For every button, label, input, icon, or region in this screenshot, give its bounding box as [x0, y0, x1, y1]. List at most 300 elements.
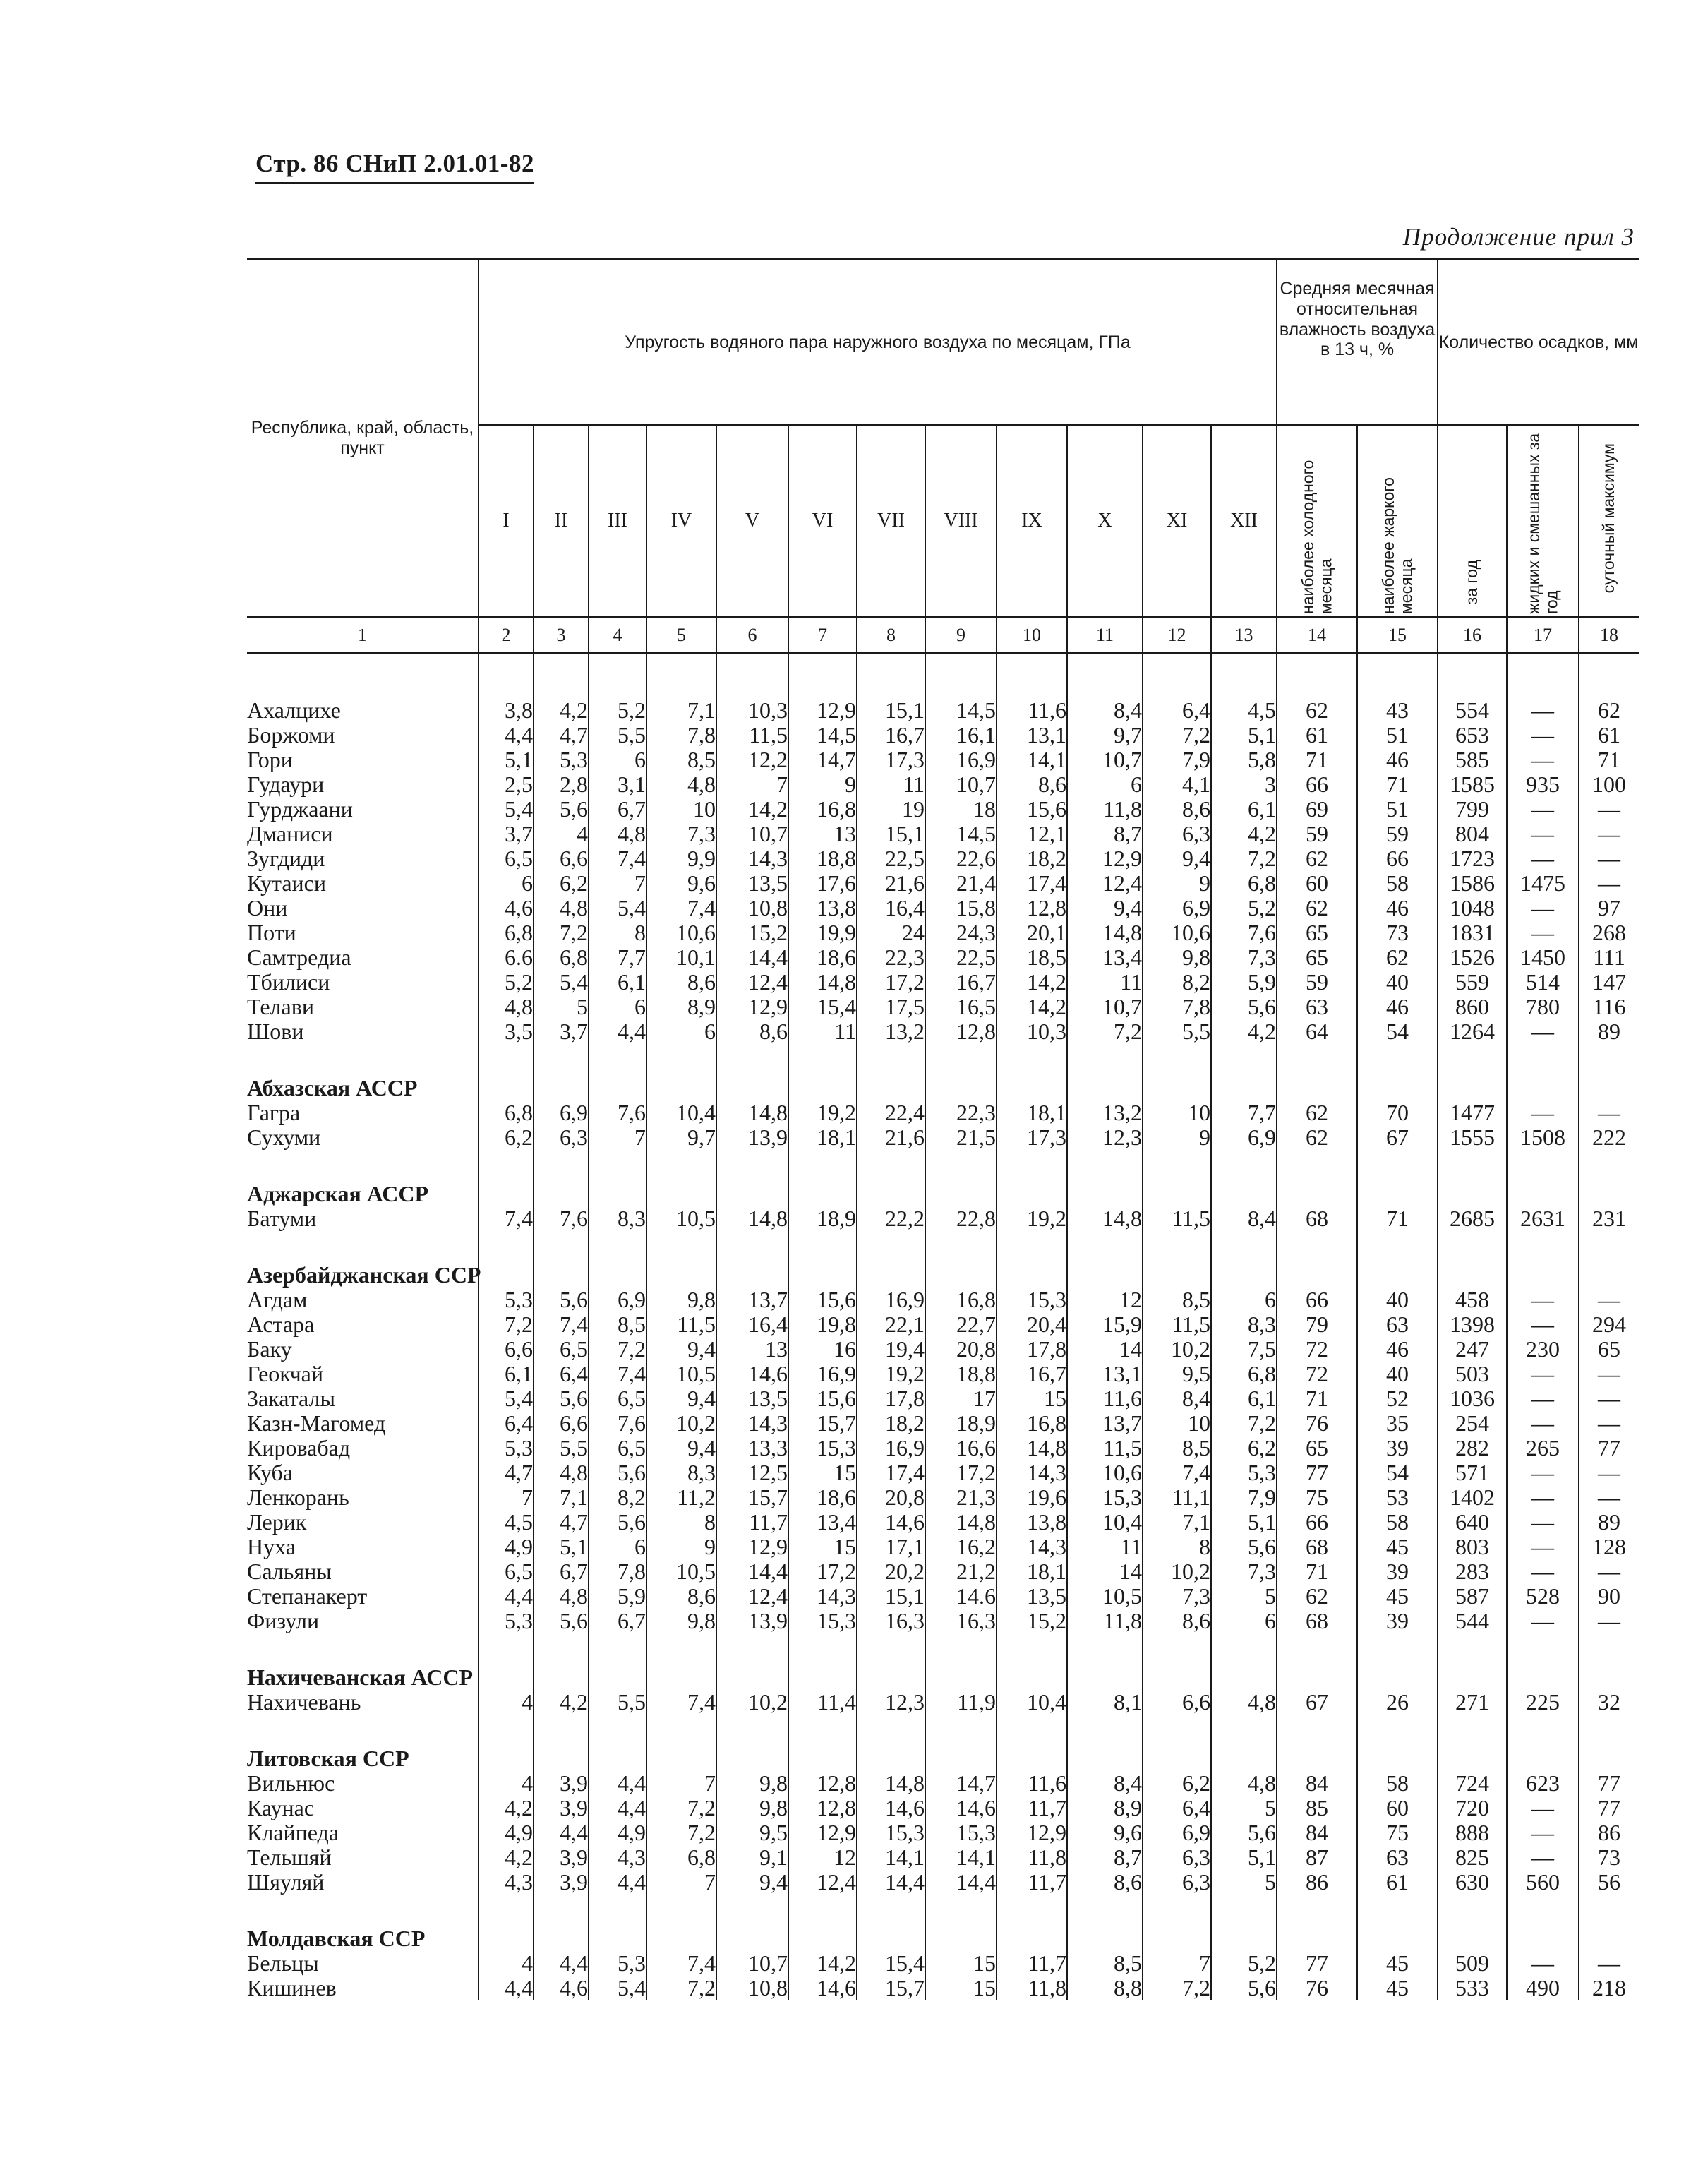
precipitation-cell: —	[1507, 698, 1579, 723]
vapor-pressure-cell: 18	[925, 797, 997, 822]
vapor-pressure-cell: 5,3	[1211, 1460, 1277, 1485]
spacer-cell	[716, 1231, 788, 1262]
vapor-pressure-cell: 12,1	[997, 822, 1067, 846]
vapor-pressure-cell: 4,5	[479, 1510, 534, 1535]
vapor-pressure-cell: 7,2	[479, 1312, 534, 1337]
vapor-pressure-cell: 11,8	[997, 1845, 1067, 1870]
month-header-12: XII	[1211, 425, 1277, 618]
vapor-pressure-cell: 16,6	[925, 1436, 997, 1460]
vapor-pressure-cell: 16,9	[857, 1436, 925, 1460]
vapor-pressure-cell: 7,6	[589, 1411, 646, 1436]
precipitation-cell: —	[1579, 1288, 1639, 1312]
precipitation-cell: 804	[1438, 822, 1507, 846]
vapor-pressure-cell: 5,2	[479, 970, 534, 995]
humidity-cell: 65	[1277, 945, 1357, 970]
vapor-pressure-cell: 8,3	[646, 1460, 716, 1485]
vapor-pressure-cell: 12,3	[1067, 1125, 1143, 1150]
humidity-cell: 63	[1357, 1312, 1438, 1337]
vapor-pressure-cell: 16,9	[925, 748, 997, 772]
vapor-pressure-cell: 4,8	[534, 896, 589, 920]
vapor-pressure-cell: 10,8	[716, 896, 788, 920]
vapor-pressure-cell: 16,3	[925, 1609, 997, 1633]
precipitation-cell: —	[1507, 896, 1579, 920]
empty-cell	[857, 1664, 925, 1690]
vapor-pressure-cell: 7,2	[1211, 1411, 1277, 1436]
month-header-10: X	[1067, 425, 1143, 618]
table-row	[247, 748, 1639, 772]
precipitation-cell: —	[1507, 748, 1579, 772]
precipitation-cell: 587	[1438, 1584, 1507, 1609]
vapor-pressure-cell: 8,6	[997, 772, 1067, 797]
humidity-cell: 59	[1357, 822, 1438, 846]
precipitation-cell: 1398	[1438, 1312, 1507, 1337]
empty-cell	[857, 1262, 925, 1288]
precipitation-cell: 1036	[1438, 1386, 1507, 1411]
empty-cell	[479, 1664, 534, 1690]
precipitation-cell: —	[1507, 1100, 1579, 1125]
spacer-cell	[857, 1044, 925, 1075]
vapor-pressure-cell: 22,5	[857, 846, 925, 871]
empty-cell	[716, 1746, 788, 1771]
vapor-pressure-cell: 7,8	[646, 723, 716, 748]
spacer-cell	[925, 1715, 997, 1746]
column-number: 8	[857, 618, 925, 654]
vapor-pressure-cell: 5,2	[1211, 1951, 1277, 1976]
empty-cell	[857, 1926, 925, 1951]
spacer-cell	[589, 1633, 646, 1664]
vapor-pressure-cell: 18,2	[997, 846, 1067, 871]
place-name: Кишинев	[247, 1975, 337, 2000]
table-row	[247, 1411, 1639, 1436]
vapor-pressure-cell: 18,2	[857, 1411, 925, 1436]
vapor-pressure-cell: 2,8	[534, 772, 589, 797]
vapor-pressure-cell: 6,2	[1211, 1436, 1277, 1460]
vapor-pressure-cell: 4,7	[479, 1460, 534, 1485]
vapor-pressure-cell: 11,5	[716, 723, 788, 748]
vapor-pressure-cell: 11,6	[997, 698, 1067, 723]
spacer-cell	[646, 1895, 716, 1926]
table-row	[247, 1845, 1639, 1870]
section-title: Литовская ССР	[247, 1745, 409, 1771]
place-name: Степанакерт	[247, 1583, 368, 1609]
empty-cell	[1507, 1075, 1579, 1100]
humidity-cell: 62	[1277, 846, 1357, 871]
empty-cell	[1507, 1926, 1579, 1951]
vapor-pressure-cell: 6,1	[589, 970, 646, 995]
vapor-pressure-cell: 15,8	[925, 896, 997, 920]
empty-cell	[1067, 1664, 1143, 1690]
empty-cell	[479, 1262, 534, 1288]
vapor-pressure-cell: 4,4	[479, 1976, 534, 2000]
vapor-pressure-cell: 10,6	[646, 920, 716, 945]
vapor-pressure-cell: 10,5	[646, 1559, 716, 1584]
section-title: Нахичеванская АССР	[247, 1664, 474, 1690]
precipitation-cell: 1048	[1438, 896, 1507, 920]
vapor-pressure-cell: 4,2	[534, 698, 589, 723]
humidity-cell: 54	[1357, 1019, 1438, 1044]
spacer-cell	[534, 1231, 589, 1262]
vapor-pressure-cell: 15,1	[857, 822, 925, 846]
humidity-cell: 40	[1357, 1288, 1438, 1312]
precipitation-cell: —	[1507, 1510, 1579, 1535]
section-row	[247, 1075, 1639, 1100]
vapor-pressure-cell: 4,4	[479, 1584, 534, 1609]
vapor-pressure-cell: 9,4	[646, 1337, 716, 1362]
month-header-8: VIII	[925, 425, 997, 618]
precipitation-cell: 503	[1438, 1362, 1507, 1386]
spacer-cell	[1143, 1715, 1211, 1746]
precipitation-cell: 559	[1438, 970, 1507, 995]
vapor-pressure-cell: 9,5	[716, 1820, 788, 1845]
vapor-pressure-cell: 14,6	[857, 1796, 925, 1820]
vapor-pressure-cell: 14,4	[925, 1870, 997, 1895]
empty-cell	[1211, 1075, 1277, 1100]
vapor-pressure-cell: 15	[925, 1976, 997, 2000]
vapor-pressure-cell: 11,7	[997, 1951, 1067, 1976]
vapor-pressure-cell: 20,4	[997, 1312, 1067, 1337]
humidity-cell: 62	[1277, 1584, 1357, 1609]
vapor-pressure-cell: 14,4	[716, 945, 788, 970]
humidity-cell: 73	[1357, 920, 1438, 945]
spacer-cell	[997, 1715, 1067, 1746]
humidity-cell: 71	[1277, 748, 1357, 772]
spacer-cell	[1579, 1895, 1639, 1926]
vapor-pressure-cell: 5,3	[589, 1951, 646, 1976]
vapor-pressure-cell: 16,9	[857, 1288, 925, 1312]
empty-cell	[1507, 1664, 1579, 1690]
vapor-pressure-cell: 7,7	[1211, 1100, 1277, 1125]
vapor-pressure-cell: 8,5	[646, 748, 716, 772]
vapor-pressure-cell: 21,2	[925, 1559, 997, 1584]
vapor-pressure-cell: 6,2	[479, 1125, 534, 1150]
vapor-pressure-cell: 5,4	[589, 1976, 646, 2000]
spacer-cell	[479, 1715, 534, 1746]
empty-cell	[589, 1664, 646, 1690]
vapor-pressure-cell: 12,4	[788, 1870, 857, 1895]
spacer-cell	[1438, 1150, 1507, 1181]
empty-cell	[925, 1075, 997, 1100]
vapor-pressure-cell: 13,2	[857, 1019, 925, 1044]
vapor-pressure-cell: 14,8	[925, 1510, 997, 1535]
spacer-cell	[925, 1231, 997, 1262]
vapor-pressure-cell: 10,6	[1143, 920, 1211, 945]
precipitation-cell: 2685	[1438, 1206, 1507, 1231]
vapor-pressure-cell: 16,9	[788, 1362, 857, 1386]
vapor-pressure-cell: 18,9	[788, 1206, 857, 1231]
vapor-pressure-cell: 14,1	[997, 748, 1067, 772]
place-name: Нахичевань	[247, 1689, 361, 1715]
vapor-pressure-cell: 19,6	[997, 1485, 1067, 1510]
empty-cell	[589, 1181, 646, 1206]
vapor-pressure-cell: 8	[646, 1510, 716, 1535]
spacer-cell	[479, 1895, 534, 1926]
humidity-cell: 70	[1357, 1100, 1438, 1125]
precipitation-cell: 89	[1579, 1510, 1639, 1535]
humidity-cell: 75	[1357, 1820, 1438, 1845]
vapor-pressure-cell: 18,8	[788, 846, 857, 871]
precipitation-cell: 77	[1579, 1771, 1639, 1796]
vapor-pressure-cell: 17,3	[997, 1125, 1067, 1150]
month-header-5: V	[716, 425, 788, 618]
spacer-cell	[716, 1715, 788, 1746]
month-header-6: VI	[788, 425, 857, 618]
spacer-cell	[1438, 1895, 1507, 1926]
vapor-pressure-cell: 14,5	[925, 822, 997, 846]
place-name: Телави	[247, 994, 314, 1019]
empty-cell	[1357, 1075, 1438, 1100]
vapor-pressure-cell: 9,1	[716, 1845, 788, 1870]
vapor-pressure-cell: 9,9	[646, 846, 716, 871]
vapor-pressure-cell: 18,1	[997, 1559, 1067, 1584]
empty-cell	[1211, 1181, 1277, 1206]
precipitation-cell: —	[1507, 1411, 1579, 1436]
spacer-row	[247, 1633, 1639, 1664]
precipitation-cell: 128	[1579, 1535, 1639, 1559]
humidity-cell: 46	[1357, 995, 1438, 1019]
column-number: 2	[479, 618, 534, 654]
empty-cell	[788, 1746, 857, 1771]
empty-cell	[646, 1926, 716, 1951]
spacer-cell	[1507, 1633, 1579, 1664]
column-number: 11	[1067, 618, 1143, 654]
precipitation-cell: —	[1507, 920, 1579, 945]
vapor-pressure-cell: 12,4	[716, 970, 788, 995]
vapor-pressure-cell: 11,2	[646, 1485, 716, 1510]
spacer-cell	[1211, 1895, 1277, 1926]
vapor-pressure-cell: 13,5	[716, 871, 788, 896]
vapor-pressure-cell: 17,2	[857, 970, 925, 995]
vapor-pressure-cell: 7,4	[646, 896, 716, 920]
vapor-pressure-cell: 4,1	[1143, 772, 1211, 797]
humidity-cell: 66	[1277, 1510, 1357, 1535]
precipitation-cell: 265	[1507, 1436, 1579, 1460]
vapor-pressure-cell: 6,4	[1143, 1796, 1211, 1820]
vapor-pressure-cell: 16	[788, 1337, 857, 1362]
vapor-pressure-cell: 4,2	[1211, 822, 1277, 846]
vapor-pressure-cell: 7	[479, 1485, 534, 1510]
vapor-pressure-cell: 8,5	[1067, 1951, 1143, 1976]
empty-cell	[1143, 1746, 1211, 1771]
empty-cell	[1277, 1664, 1357, 1690]
vapor-pressure-cell: 7,6	[1211, 920, 1277, 945]
humidity-cell: 71	[1357, 1206, 1438, 1231]
spacer-cell	[1067, 1715, 1143, 1746]
spacer-cell	[1211, 1633, 1277, 1664]
vapor-pressure-cell: 9,4	[1067, 896, 1143, 920]
vapor-pressure-cell: 7,4	[1143, 1460, 1211, 1485]
vapor-pressure-cell: 7,2	[1143, 723, 1211, 748]
vapor-pressure-cell: 10	[1143, 1411, 1211, 1436]
precipitation-cell: 509	[1438, 1951, 1507, 1976]
humidity-cell: 40	[1357, 970, 1438, 995]
spacer-cell	[534, 1633, 589, 1664]
vapor-pressure-cell: 14,4	[857, 1870, 925, 1895]
empty-cell	[534, 1181, 589, 1206]
vapor-pressure-cell: 3,9	[534, 1771, 589, 1796]
spacer-row	[247, 1150, 1639, 1181]
vapor-pressure-cell: 9	[788, 772, 857, 797]
empty-cell	[1438, 1746, 1507, 1771]
spacer-cell	[716, 1895, 788, 1926]
vapor-pressure-cell: 7,3	[1211, 945, 1277, 970]
continuation-label: Продолжение прил 3	[1402, 223, 1635, 251]
empty-cell	[1143, 1664, 1211, 1690]
vapor-pressure-cell: 6,3	[1143, 1845, 1211, 1870]
empty-cell	[534, 1075, 589, 1100]
vapor-pressure-cell: 15,3	[925, 1820, 997, 1845]
vapor-pressure-cell: 9	[1143, 1125, 1211, 1150]
vapor-pressure-cell: 6,3	[1143, 822, 1211, 846]
humidity-cell: 68	[1277, 1206, 1357, 1231]
vapor-pressure-cell: 3,1	[589, 772, 646, 797]
vapor-pressure-cell: 6,7	[534, 1559, 589, 1584]
empty-cell	[716, 1075, 788, 1100]
empty-cell	[646, 1746, 716, 1771]
humidity-cell: 72	[1277, 1337, 1357, 1362]
empty-cell	[1357, 1262, 1438, 1288]
table-row	[247, 995, 1639, 1019]
empty-cell	[1579, 1262, 1639, 1288]
vapor-pressure-cell: 11	[857, 772, 925, 797]
vapor-pressure-cell: 7	[589, 1125, 646, 1150]
vapor-pressure-cell: 13,7	[1067, 1411, 1143, 1436]
vapor-pressure-cell: 6,9	[589, 1288, 646, 1312]
vapor-pressure-cell: 10,3	[997, 1019, 1067, 1044]
vapor-pressure-cell: 13,9	[716, 1125, 788, 1150]
table-row	[247, 846, 1639, 871]
precipitation-cell: —	[1579, 822, 1639, 846]
humidity-cell: 66	[1277, 1288, 1357, 1312]
vapor-pressure-cell: 4,2	[1211, 1019, 1277, 1044]
vapor-pressure-cell: 6,8	[646, 1845, 716, 1870]
vapor-pressure-cell: 6,4	[534, 1362, 589, 1386]
spacer-cell	[1143, 654, 1211, 699]
vapor-pressure-cell: 6,8	[479, 920, 534, 945]
spacer-row	[247, 1231, 1639, 1262]
vapor-pressure-cell: 15,3	[788, 1436, 857, 1460]
vapor-pressure-cell: 4,8	[1211, 1690, 1277, 1715]
precipitation-cell: —	[1579, 797, 1639, 822]
place-name: Гори	[247, 747, 293, 772]
column-number: 14	[1277, 618, 1357, 654]
vapor-pressure-cell: 15,3	[997, 1288, 1067, 1312]
vapor-pressure-cell: 15,6	[788, 1288, 857, 1312]
precipitation-cell: —	[1507, 1951, 1579, 1976]
vapor-pressure-cell: 12	[788, 1845, 857, 1870]
vapor-pressure-cell: 8,6	[1143, 797, 1211, 822]
empty-cell	[1438, 1664, 1507, 1690]
empty-cell	[479, 1075, 534, 1100]
humidity-cell: 62	[1357, 945, 1438, 970]
empty-cell	[1357, 1181, 1438, 1206]
spacer-cell	[788, 1231, 857, 1262]
place-name: Ахалцихе	[247, 697, 341, 723]
place-name: Агдам	[247, 1287, 308, 1312]
precipitation-cell: 554	[1438, 698, 1507, 723]
vapor-pressure-cell: 14,2	[716, 797, 788, 822]
empty-cell	[646, 1181, 716, 1206]
vapor-pressure-cell: 10,6	[1067, 1460, 1143, 1485]
vapor-pressure-cell: 9,8	[716, 1796, 788, 1820]
spacer-cell	[247, 654, 479, 699]
spacer-cell	[857, 654, 925, 699]
precipitation-cell: 71	[1579, 748, 1639, 772]
vapor-pressure-cell: 18,5	[997, 945, 1067, 970]
precipitation-cell: 116	[1579, 995, 1639, 1019]
precipitation-cell: —	[1579, 1485, 1639, 1510]
column-number: 9	[925, 618, 997, 654]
spacer-cell	[1357, 1150, 1438, 1181]
vapor-pressure-cell: 10,7	[1067, 748, 1143, 772]
precipitation-cell: —	[1579, 846, 1639, 871]
vapor-pressure-cell: 6,3	[1143, 1870, 1211, 1895]
vapor-pressure-cell: 5	[1211, 1870, 1277, 1895]
vapor-pressure-cell: 4	[479, 1690, 534, 1715]
vapor-pressure-cell: 12,8	[788, 1796, 857, 1820]
precipitation-cell: 268	[1579, 920, 1639, 945]
spacer-cell	[1507, 1231, 1579, 1262]
vapor-pressure-cell: 15,3	[1067, 1485, 1143, 1510]
precipitation-cell: 860	[1438, 995, 1507, 1019]
humidity-cell: 65	[1277, 1436, 1357, 1460]
vapor-pressure-cell: 17,6	[788, 871, 857, 896]
humidity-cell: 45	[1357, 1951, 1438, 1976]
humidity-cell: 62	[1277, 1100, 1357, 1125]
vapor-pressure-cell: 4,8	[479, 995, 534, 1019]
vapor-pressure-cell: 7,6	[589, 1100, 646, 1125]
empty-cell	[534, 1262, 589, 1288]
empty-cell	[534, 1926, 589, 1951]
vapor-pressure-cell: 18,6	[788, 945, 857, 970]
vapor-pressure-cell: 14,3	[997, 1535, 1067, 1559]
table-row	[247, 822, 1639, 846]
vapor-pressure-cell: 4,5	[1211, 698, 1277, 723]
column-number: 1	[247, 618, 479, 654]
column-number: 6	[716, 618, 788, 654]
humidity-cell: 86	[1277, 1870, 1357, 1895]
spacer-cell	[247, 1715, 479, 1746]
spacer-cell	[1438, 654, 1507, 699]
precipitation-cell: —	[1579, 1609, 1639, 1633]
vapor-pressure-cell: 19,9	[788, 920, 857, 945]
vapor-pressure-cell: 11,5	[1067, 1436, 1143, 1460]
section-row	[247, 1181, 1639, 1206]
vapor-pressure-cell: 14	[1067, 1559, 1143, 1584]
table-row	[247, 1485, 1639, 1510]
empty-cell	[1579, 1664, 1639, 1690]
vapor-pressure-cell: 14,1	[857, 1845, 925, 1870]
vapor-pressure-cell: 7	[716, 772, 788, 797]
precipitation-cell: —	[1507, 1796, 1579, 1820]
vapor-pressure-cell: 14,2	[788, 1951, 857, 1976]
vapor-pressure-cell: 8,5	[1143, 1436, 1211, 1460]
precipitation-cell: 56	[1579, 1870, 1639, 1895]
precipitation-cell: 282	[1438, 1436, 1507, 1460]
vapor-pressure-cell: 4,4	[589, 1870, 646, 1895]
spacer-cell	[788, 1895, 857, 1926]
vapor-pressure-cell: 7,1	[1143, 1510, 1211, 1535]
place-name: Клайпеда	[247, 1820, 339, 1845]
place-name: Дманиси	[247, 821, 333, 846]
spacer-cell	[247, 1895, 479, 1926]
column-number-row	[247, 618, 1639, 654]
vapor-pressure-cell: 10,5	[1067, 1584, 1143, 1609]
spacer-cell	[716, 1633, 788, 1664]
spacer-cell	[1211, 1231, 1277, 1262]
humidity-cell: 68	[1277, 1535, 1357, 1559]
empty-cell	[857, 1075, 925, 1100]
table-row	[247, 1206, 1639, 1231]
